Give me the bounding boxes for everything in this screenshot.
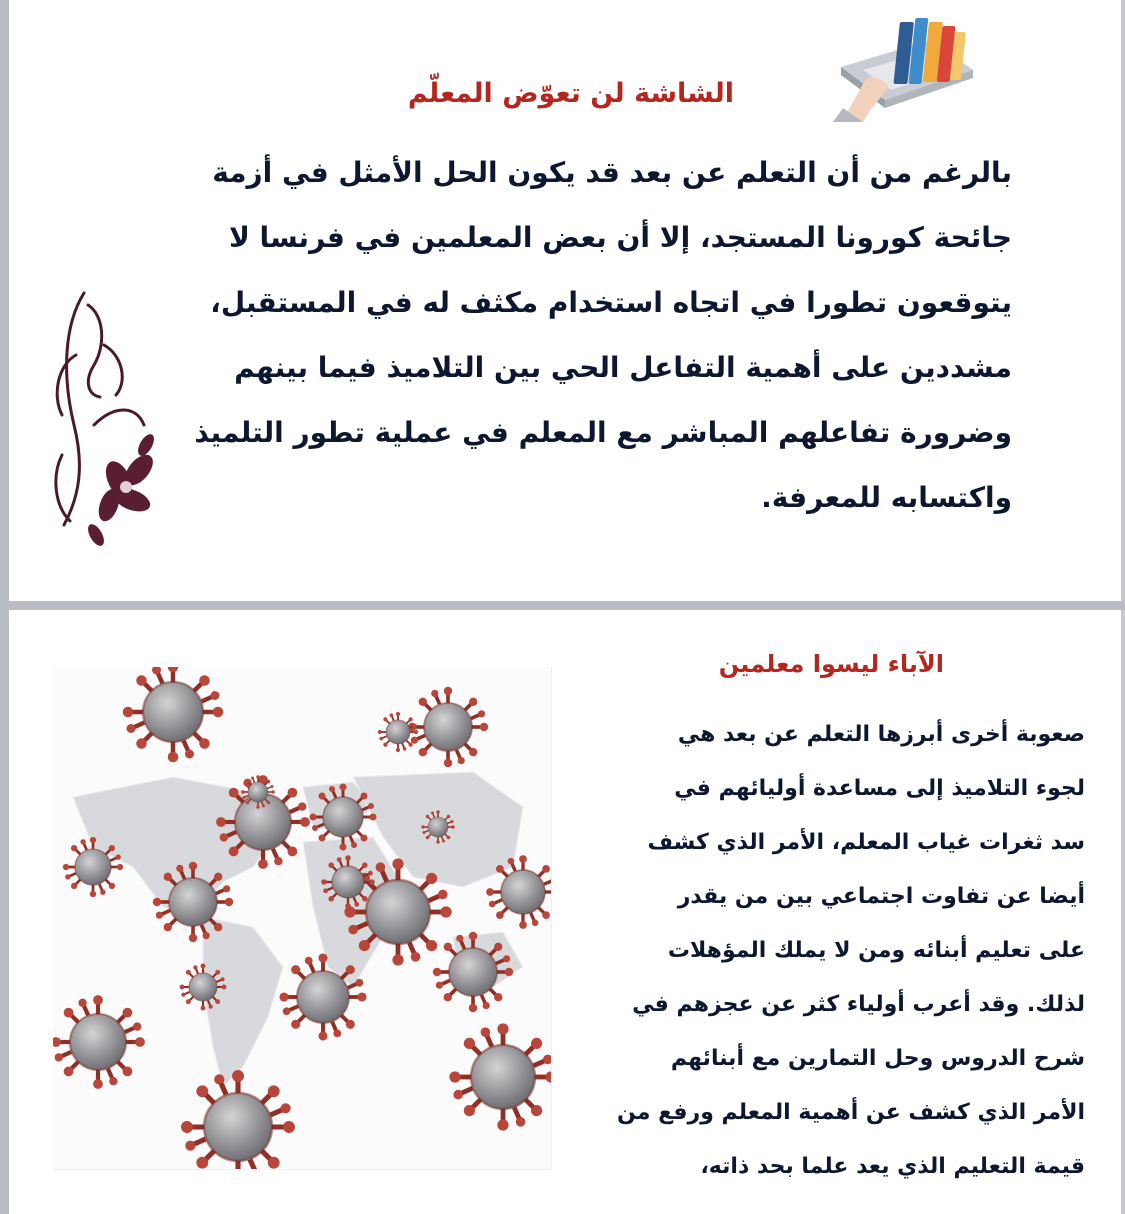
paragraph-line: شرح الدروس وحل التمارين مع أبنائهم bbox=[670, 1046, 1085, 1071]
section-2-paragraph bbox=[565, 708, 1085, 1194]
section-1-paragraph bbox=[152, 140, 1012, 530]
paragraph-line: لذلك. وقد أعرب أولياء كثر عن عجزهم في bbox=[632, 992, 1085, 1017]
paragraph-line: قيمة التعليم الذي يعد علما بحد ذاته، bbox=[700, 1154, 1085, 1179]
paragraph-line: أيضا عن تفاوت اجتماعي بين من يقدر bbox=[677, 884, 1085, 909]
section-2-title: الآباء ليسوا معلمين bbox=[718, 650, 944, 678]
section-1-title: الشاشة لن تعوّض المعلّم bbox=[407, 78, 734, 109]
paragraph-line: الأمر الذي كشف عن أهمية المعلم ورفع من bbox=[617, 1100, 1085, 1125]
paragraph-line: يتوقعون تطورا في اتجاه استخدام مكثف له في المستقبل، bbox=[210, 286, 1012, 319]
paragraph-line: سد ثغرات غياب المعلم، الأمر الذي كشف bbox=[647, 830, 1085, 855]
floral-ornament bbox=[44, 285, 164, 555]
paragraph-line: صعوبة أخرى أبرزها التعلم عن بعد هي bbox=[677, 722, 1085, 747]
paragraph-line: لجوء التلاميذ إلى مساعدة أوليائهم في bbox=[674, 776, 1085, 801]
paragraph-line: واكتسابه للمعرفة. bbox=[761, 481, 1012, 514]
books-laptop-illustration bbox=[833, 12, 978, 122]
world-map-virus-image bbox=[53, 667, 552, 1170]
paragraph-line: بالرغم من أن التعلم عن بعد قد يكون الحل الأمثل في أزمة bbox=[212, 156, 1012, 189]
paragraph-line: وضرورة تفاعلهم المباشر مع المعلم في عملية تطور التلميذ bbox=[194, 416, 1012, 449]
paragraph-line: جائحة كورونا المستجد، إلا أن بعض المعلمين في فرنسا لا bbox=[228, 221, 1012, 254]
paragraph-line: مشددين على أهمية التفاعل الحي بين التلاميذ فيما بينهم bbox=[234, 351, 1012, 384]
paragraph-line: على تعليم أبنائه ومن لا يملك المؤهلات bbox=[667, 938, 1085, 963]
page-divider bbox=[0, 601, 1125, 610]
